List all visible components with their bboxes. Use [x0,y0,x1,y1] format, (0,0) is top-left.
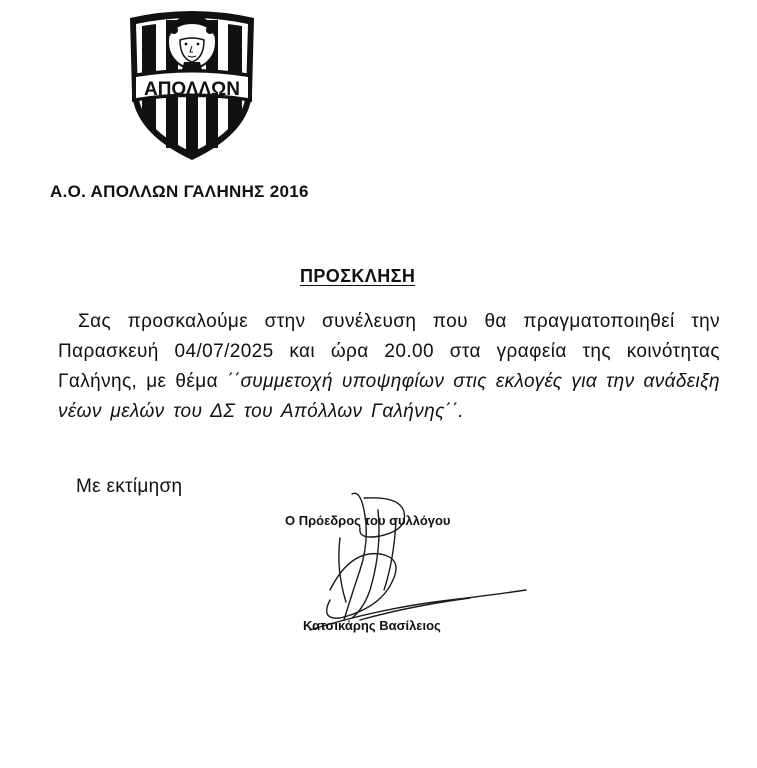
signatory-role: Ο Πρόεδρος του συλλόγου [285,513,451,528]
invitation-topic: ΄΄συμμετοχή υποψηφίων στις εκλογές για την ανάδειξη νέων μελών του ΔΣ του Απόλλων Γαλήνης΄΄. [58,371,720,422]
club-crest-logo [122,6,262,164]
document-title: ΠΡΟΣΚΛΗΣΗ [300,266,416,286]
invitation-body [58,307,720,427]
invitation-body-text: Σας προσκαλούμε στην συνέλευση που θα πραγματοποιηθεί την Παρασκευή 04/07/2025 και ώρα 20.00 στα γραφεία της κοινότητας Γαλήνης, με θέμα [58,311,720,392]
club-name-heading: Α.Ο. ΑΠΟΛΛΩΝ ΓΑΛΗΝΗΣ 2016 [50,182,309,201]
closing-salutation: Με εκτίμηση [76,476,183,497]
signatory-name: Κατσικάρης Βασίλειος [303,618,441,633]
logo-text: ΑΠΟΛΛΩΝ [143,79,241,100]
